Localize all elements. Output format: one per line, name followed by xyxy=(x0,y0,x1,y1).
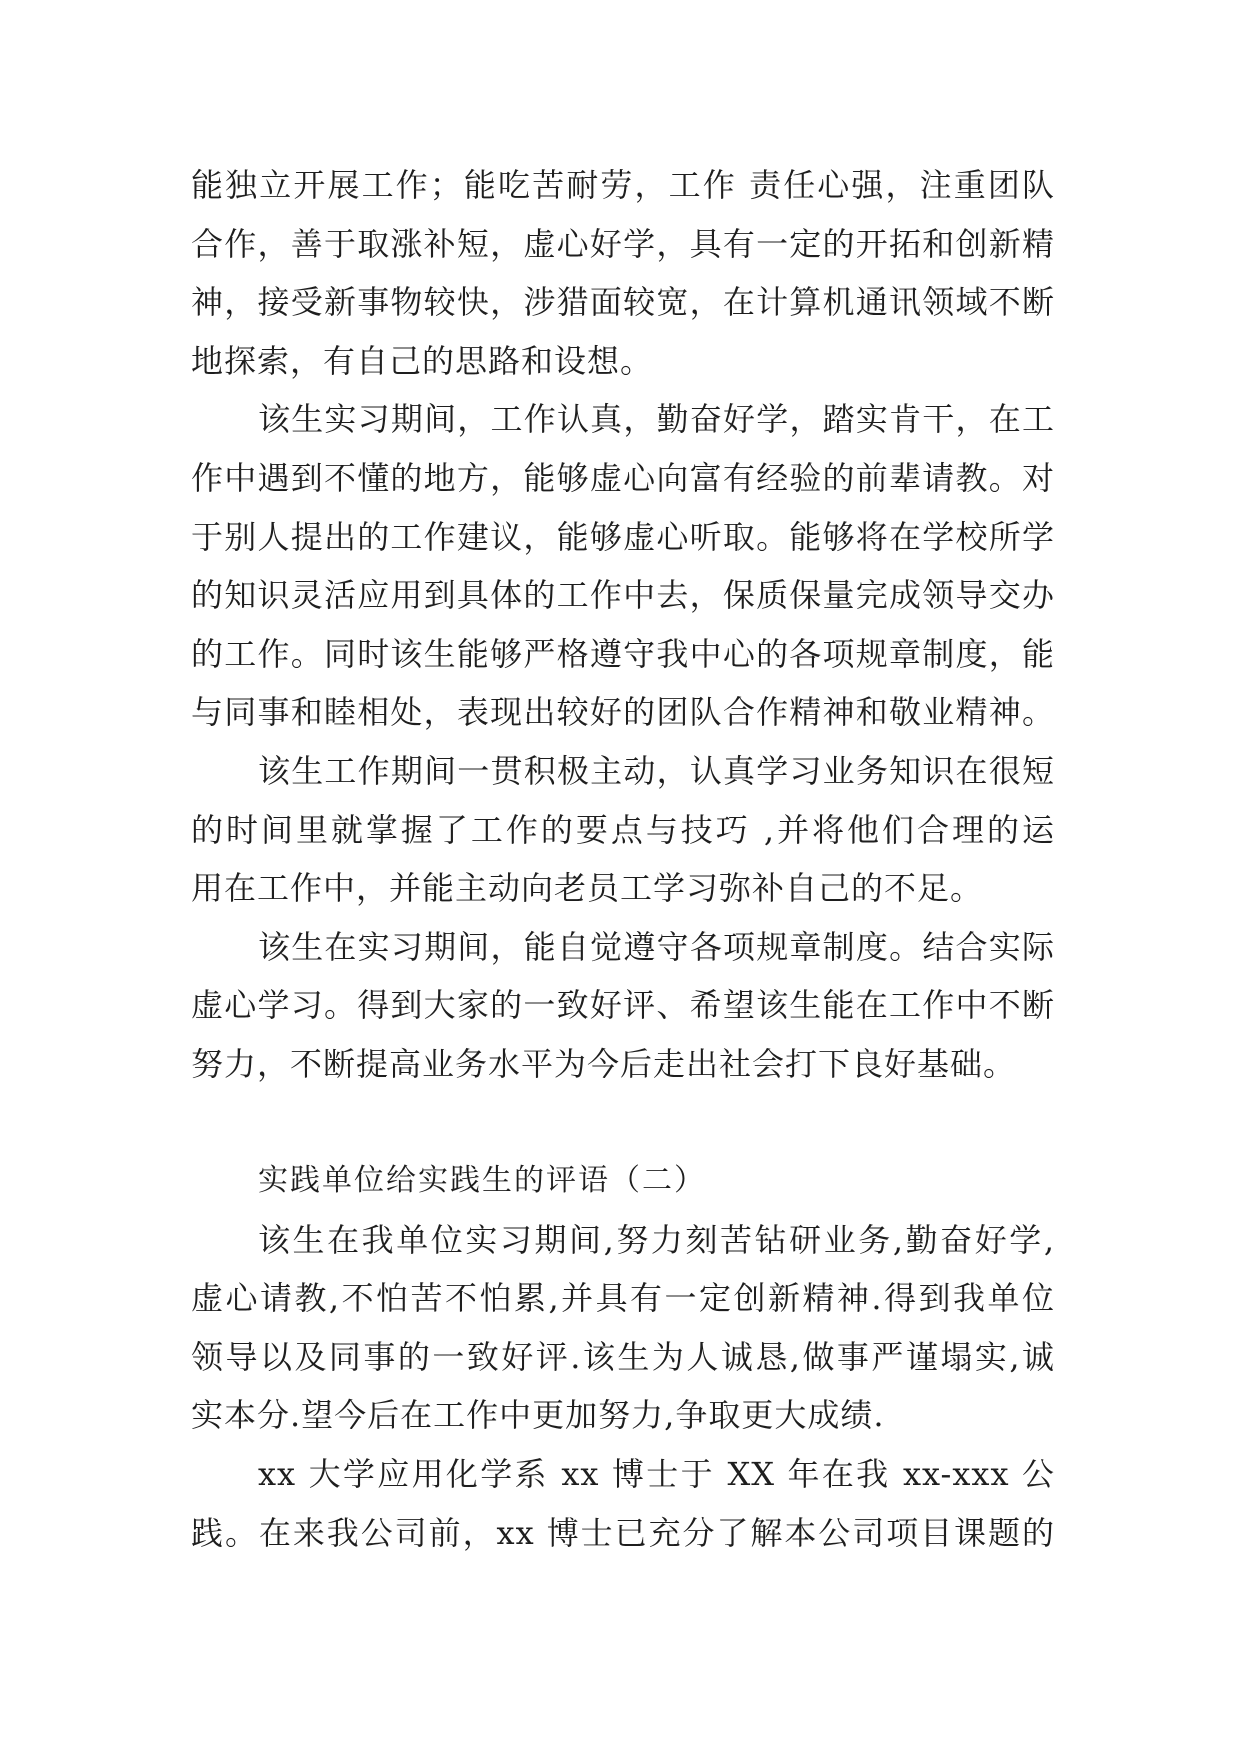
text-line: 领导以及同事的一致好评.该生为人诚恳,做事严谨塌实,诚 xyxy=(191,1337,1055,1376)
text-line: 虚心学习。得到大家的一致好评、希望该生能在工作中不断 xyxy=(191,986,1055,1025)
text-line: 作中遇到不懂的地方，能够虚心向富有经验的前辈请教。对 xyxy=(191,458,1055,497)
text-line: 的时间里就掌握了工作的要点与技巧 ,并将他们合理的运 xyxy=(191,810,1055,849)
text-line: 能独立开展工作；能吃苦耐劳，工作 责任心强，注重团队 xyxy=(191,166,1055,204)
text-line: 于别人提出的工作建议，能够虚心听取。能够将在学校所学 xyxy=(191,517,1055,556)
blank-line xyxy=(191,1094,1055,1153)
paragraph xyxy=(191,390,1055,742)
document-body xyxy=(191,156,1055,1562)
text-line: 用在工作中，并能主动向老员工学习弥补自己的不足。 xyxy=(191,869,984,908)
paragraph xyxy=(191,156,1055,390)
text-line: 神，接受新事物较快，涉猎面较宽，在计算机通讯领域不断 xyxy=(191,283,1055,322)
text-line: 与同事和睦相处，表现出较好的团队合作精神和敬业精神。 xyxy=(191,693,1055,732)
text-line: xx 大学应用化学系 xx 博士于 XX 年在我 xx-xxx 公 xyxy=(258,1455,1055,1494)
section-heading: 实践单位给实践生的评语（二） xyxy=(258,1163,706,1199)
text-line: 该生实习期间，工作认真，勤奋好学，踏实肯干，在工 xyxy=(258,400,1055,439)
text-line: 该生在实习期间，能自觉遵守各项规章制度。结合实际 xyxy=(258,927,1055,966)
text-line: 的知识灵活应用到具体的工作中去，保质保量完成领导交办 xyxy=(191,576,1055,615)
paragraph xyxy=(191,742,1055,918)
text-line: 地探索，有自己的思路和设想。 xyxy=(191,341,654,380)
text-line: 合作，善于取涨补短，虚心好学，具有一定的开拓和创新精 xyxy=(191,224,1055,263)
text-line: 践。在来我公司前，xx 博士已充分了解本公司项目课题的 xyxy=(191,1513,1055,1552)
text-line: 该生在我单位实习期间,努力刻苦钻研业务,勤奋好学, xyxy=(258,1220,1055,1259)
text-line: 虚心请教,不怕苦不怕累,并具有一定创新精神.得到我单位 xyxy=(191,1279,1055,1318)
paragraph xyxy=(191,1211,1055,1445)
paragraph xyxy=(191,918,1055,1094)
text-line: 实本分.望今后在工作中更加努力,争取更大成绩. xyxy=(191,1396,885,1435)
text-line: 的工作。同时该生能够严格遵守我中心的各项规章制度，能 xyxy=(191,634,1055,673)
paragraph xyxy=(191,1445,1055,1562)
text-line: 该生工作期间一贯积极主动，认真学习业务知识在很短 xyxy=(258,751,1055,790)
text-line: 努力，不断提高业务水平为今后走出社会打下良好基础。 xyxy=(191,1044,1017,1083)
